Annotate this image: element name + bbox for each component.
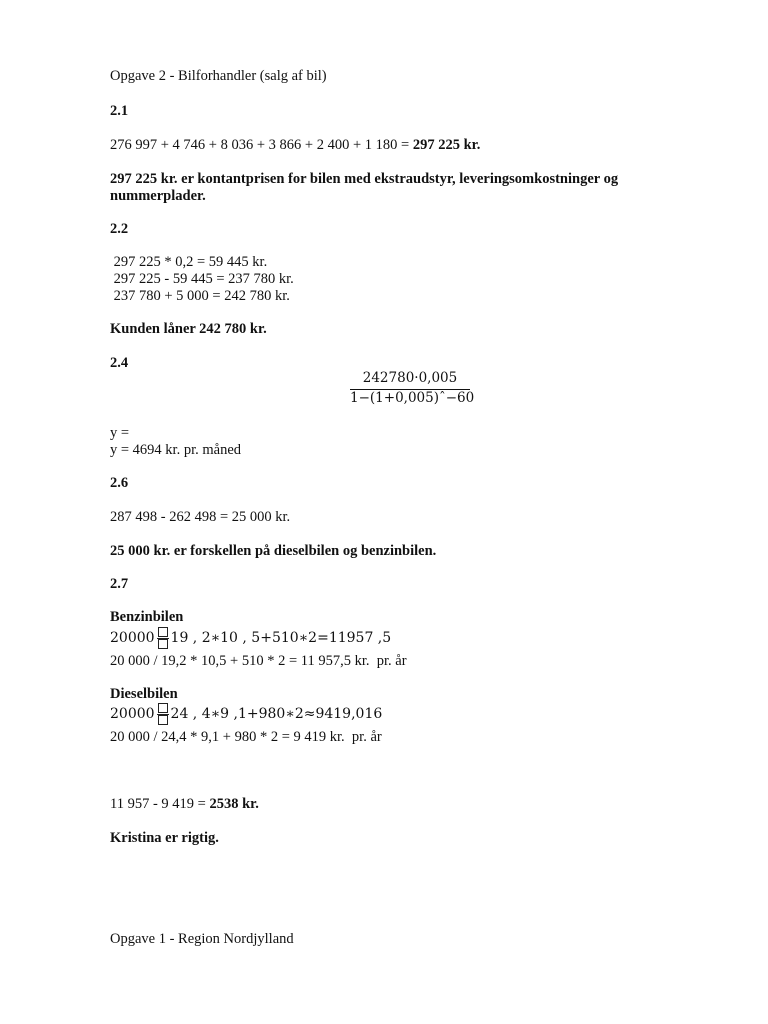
calc-result: 297 225 kr.	[412, 137, 481, 153]
formula-numerator: 242780·0,005	[362, 370, 458, 386]
difference-line	[110, 796, 259, 813]
benzin-math-lead: 20000	[110, 630, 155, 646]
section-heading-2-2: 2.2	[110, 221, 129, 237]
section-heading-2-7: 2.7	[110, 576, 129, 592]
section-heading-2-4: 2.4	[110, 355, 129, 371]
diesel-text-line: 20 000 / 24,4 * 9,1 + 980 * 2 = 9 419 kr. pr. år	[110, 729, 382, 745]
calculation-2-6: 287 498 - 262 498 = 25 000 kr.	[110, 509, 291, 525]
conclusion-2-1-line1: 297 225 kr. er kontantprisen for bilen med ekstraudstyr, leveringsomkostninger og	[110, 171, 619, 187]
diesel-math-rest: 24 , 4∗9 ,1+980∗2≈9419,016	[170, 706, 383, 722]
diesel-math-line	[110, 700, 382, 728]
benzin-math-rest: 19 , 2∗10 , 5+510∗2=11957 ,5	[170, 630, 392, 646]
conclusion-2-1-line2: nummerplader.	[110, 188, 206, 204]
conclusion-2-2: Kunden låner 242 780 kr.	[110, 321, 267, 337]
placeholder-fraction-icon	[157, 626, 169, 650]
y-prefix: y =	[110, 425, 130, 441]
conclusion-2-7: Kristina er rigtig.	[110, 830, 219, 846]
next-assignment-title: Opgave 1 - Region Nordjylland	[110, 931, 294, 947]
difference-result: 2538 kr.	[209, 796, 259, 812]
benzin-heading: Benzinbilen	[110, 609, 184, 625]
placeholder-fraction-icon	[157, 702, 169, 726]
section-heading-2-1: 2.1	[110, 103, 129, 119]
difference-expression: 11 957 - 9 419 =	[110, 796, 210, 812]
benzin-math-line	[110, 624, 391, 652]
y-result: y = 4694 kr. pr. måned	[110, 442, 242, 458]
diesel-math-lead: 20000	[110, 706, 155, 722]
section-heading-2-6: 2.6	[110, 475, 129, 491]
calculation-2-1	[110, 137, 480, 154]
conclusion-2-6: 25 000 kr. er forskellen på dieselbilen og benzinbilen.	[110, 543, 437, 559]
formula-denominator: 1−(1+0,005)ˆ−60	[350, 390, 475, 406]
calculation-2-2-line1: 297 225 * 0,2 = 59 445 kr.	[110, 254, 268, 270]
benzin-text-line: 20 000 / 19,2 * 10,5 + 510 * 2 = 11 957,5 kr. pr. år	[110, 653, 407, 669]
calc-expression: 276 997 + 4 746 + 8 036 + 3 866 + 2 400 + 1 180 =	[110, 137, 413, 153]
assignment-title: Opgave 2 - Bilforhandler (salg af bil)	[110, 68, 327, 84]
calculation-2-2-line3: 237 780 + 5 000 = 242 780 kr.	[110, 288, 290, 304]
diesel-heading: Dieselbilen	[110, 686, 178, 702]
calculation-2-2-line2: 297 225 - 59 445 = 237 780 kr.	[110, 271, 294, 287]
